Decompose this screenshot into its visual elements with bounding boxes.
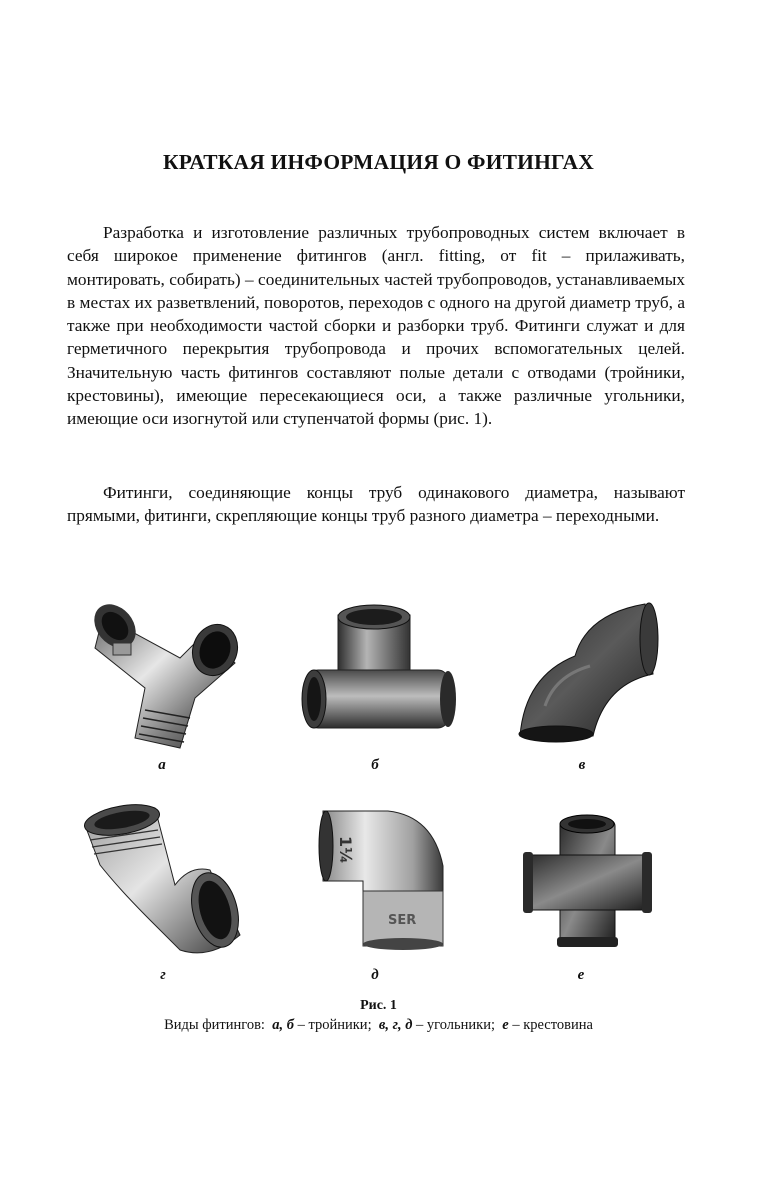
paragraph-1: Разработка и изготовление различных трубопроводных систем включает в себя широкое применение фитингов (англ. fitting, от fit – прилаживать, монтировать, собирать) – соединительных частей трубопроводов, устанавливаемых в местах их разветвлений, поворотов, переходов с одного на другой диаметр труб, а также при необходимости частой сборки и разборки труб. Фитинги служат и для герметичного перекрытия трубопровода и прочих вспомогательных целей. Значительную часть фитингов составляют полые детали с отводами (тройники, крестовины), имеющие пересекающиеся оси, а также различные угольники, имеющие оси изогнутой или ступенчатой формы (рис. 1).: [67, 223, 685, 429]
page-title: КРАТКАЯ ИНФОРМАЦИЯ О ФИТИНГАХ: [162, 150, 595, 174]
paragraph-2: Фитинги, соединяющие концы труб одинакового диаметра, называют прямыми, фитинги, скрепляющие концы труб разного диаметра – переходными.: [67, 483, 685, 526]
fitting-image-b: [300, 600, 460, 745]
figure-label-e: е: [577, 967, 585, 983]
caption-prefix: Виды фитингов:: [164, 1017, 265, 1033]
figure-label-g: г: [160, 967, 166, 983]
fitting-image-e: [520, 810, 655, 955]
fitting-image-a: [85, 588, 245, 753]
figure-label-a: а: [158, 757, 166, 773]
caption-vgd-text: – угольники;: [416, 1017, 495, 1033]
figure-label-d: д: [371, 967, 379, 983]
figure-caption: [0, 1017, 757, 1034]
fitting-image-d: [318, 806, 458, 951]
figure-label-v: в: [578, 757, 586, 773]
fitting-image-g: [80, 800, 245, 960]
stamp-brand-text: SER: [388, 913, 417, 928]
figure-label-b: б: [371, 757, 379, 773]
stamp-size-text: 1¼: [336, 836, 355, 864]
fitting-image-v: [515, 596, 665, 746]
caption-e-letter: е: [502, 1017, 509, 1033]
caption-e-text: – крестовина: [512, 1017, 593, 1033]
caption-ab-text: – тройники;: [297, 1017, 372, 1033]
caption-ab-letters: а, б: [272, 1017, 294, 1033]
figure-title: Рис. 1: [360, 998, 397, 1013]
caption-vgd-letters: в, г, д: [378, 1017, 413, 1033]
